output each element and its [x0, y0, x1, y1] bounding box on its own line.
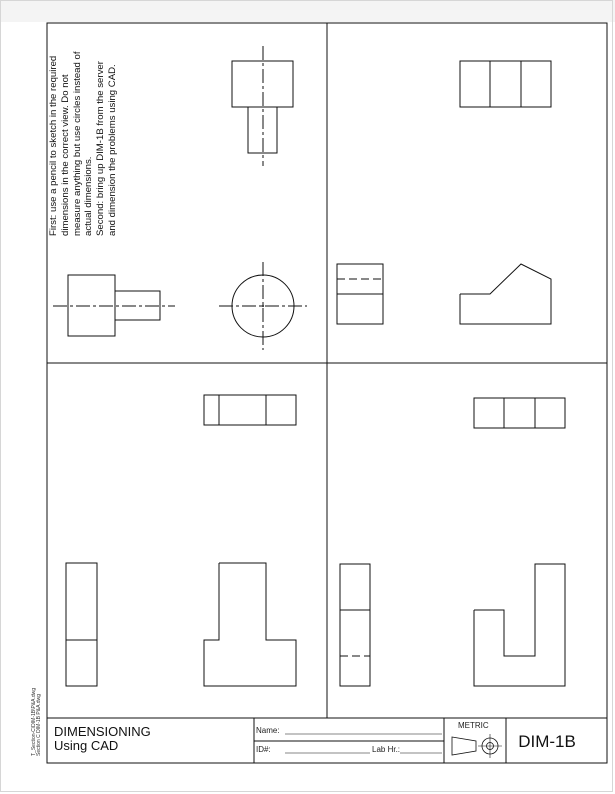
- p4-front-view: [474, 564, 565, 686]
- title-block-subtitle: Using CAD: [54, 738, 119, 753]
- sheet-number: DIM-1B: [518, 732, 576, 751]
- instruction-line-3: measure anything but use circles instead of: [71, 51, 83, 236]
- p3-front-view: [204, 563, 296, 686]
- p3-side-view: [66, 563, 97, 686]
- name-label: Name:: [256, 726, 280, 735]
- p2-front-view: [460, 264, 551, 324]
- problem-4-drawing: [340, 398, 565, 686]
- p2-top-view: [460, 61, 551, 107]
- problem-3-drawing: [66, 395, 296, 686]
- instruction-line-2: dimensions in the correct view. Do not: [59, 74, 71, 236]
- p4-side-view: [340, 564, 370, 686]
- instruction-line-6: and dimension the problems using CAD.: [106, 64, 118, 236]
- file-path-note: [32, 688, 43, 756]
- instructions-text: [48, 26, 138, 236]
- metric-label: METRIC: [458, 721, 489, 730]
- instruction-line-5: Second: bring up DIM-1B from the server: [95, 61, 107, 236]
- projection-symbol-icon: [452, 734, 502, 758]
- p1-center-point: [262, 305, 264, 307]
- p4-top-view: [474, 398, 565, 428]
- instruction-line-1: First: use a pencil to sketch in the required: [48, 55, 59, 236]
- instruction-line-4: actual dimensions.: [83, 156, 95, 236]
- title-block-title: DIMENSIONING: [54, 724, 151, 739]
- lab-hour-label: Lab Hr.:: [372, 745, 401, 754]
- problem-2-drawing: [337, 61, 551, 324]
- id-label: ID#:: [256, 745, 271, 754]
- file-path-line-1: T_Section-C\DIM-1B\P&A.dwg: [31, 687, 37, 756]
- p3-top-view: [204, 395, 296, 425]
- file-path-line-2: Section C DIM-1B P&A.dwg: [36, 694, 43, 756]
